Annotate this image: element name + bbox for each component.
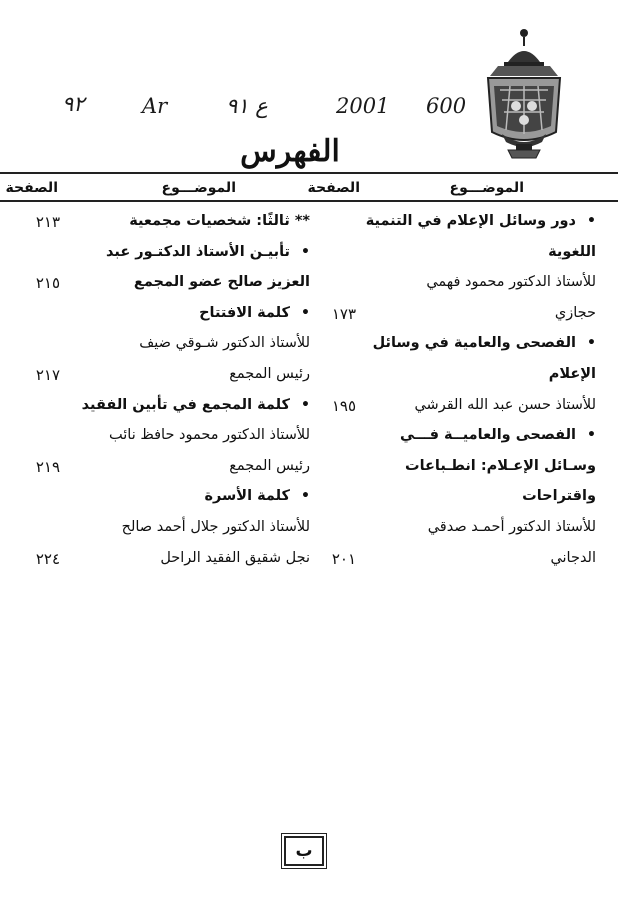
toc-left-entry: للأستاذ الدكتور محمود حافظ نائب (109, 427, 310, 444)
toc-right-entry: للأستاذ الدكتور أحمـد صدقي (427, 519, 596, 535)
toc-right-entry: وسـائل الإعـلام: انطـباعات (405, 457, 596, 474)
toc-left-entry: للأستاذ الدكتور جلال أحمد صالح (121, 519, 310, 535)
toc-left-bullet: • (301, 243, 310, 260)
toc-left-entry: ** ثالثًا: شخصيات مجمعية (129, 213, 310, 229)
page-title: الفهرس (240, 134, 340, 169)
lantern-emblem (478, 26, 570, 164)
toc-left-entry: نجل شقيق الفقيد الراحل (160, 549, 310, 566)
toc-left-entry: تأبيـن الأستاذ الدكتـور عبد (106, 243, 290, 260)
toc-left-entry: للأستاذ الدكتور شـوقي ضيف (139, 335, 310, 352)
toc-right-bullet: • (587, 335, 596, 352)
toc-left-page-number: ٢١٧ (35, 366, 60, 384)
toc-left-page-number: ٢١٩ (35, 457, 60, 476)
toc-left-entry: العزيز صالح عضو المجمع (133, 274, 310, 291)
toc-left-entry: كلمة الأسرة (204, 488, 290, 505)
toc-left-page-number: ٢١٥ (35, 274, 60, 293)
toc-right-entry: دور وسائل الإعلام في التنمية (365, 213, 576, 229)
handwritten-mark-b: Ar (142, 94, 168, 118)
toc-right-entry: الفصحى والعامية في وسائل (372, 335, 576, 352)
toc-left-entry: كلمة المجمع في تأبين الفقيد (81, 396, 290, 413)
toc-left-bullet: • (301, 396, 310, 413)
handwritten-mark-e: 600 (426, 94, 467, 118)
toc-left-entry: كلمة الافتتاح (199, 304, 290, 321)
toc-right-page-number: ١٩٥ (331, 396, 356, 415)
toc-left-page-number: ٢١٣ (35, 213, 60, 231)
header-top-divider (0, 172, 618, 174)
toc-right-entry: واقتراحات (522, 488, 596, 505)
handwritten-mark-a: ٩٢ (62, 92, 85, 116)
header-bottom-divider (0, 200, 618, 202)
toc-right-entry: اللغوية (548, 243, 596, 260)
header-right-topic: الموضـــوع (449, 180, 524, 196)
toc-left-bullet: • (301, 304, 310, 321)
handwritten-mark-d: 2001 (336, 94, 390, 118)
header-left-topic: الموضـــوع (161, 180, 236, 196)
toc-right-page-number: ٢٠١ (331, 549, 356, 568)
toc-left-entry: رئيس المجمع (229, 457, 310, 474)
toc-left-page-number: ٢٢٤ (35, 549, 60, 568)
toc-right-page-number: ١٧٣ (331, 304, 356, 323)
toc-left-bullet: • (301, 488, 310, 505)
toc-right-entry: للأستاذ حسن عبد الله القرشي (414, 396, 596, 413)
toc-right-entry: حجازي (554, 304, 596, 321)
toc-right-bullet: • (587, 427, 596, 444)
page-letter: ب (284, 836, 324, 866)
toc-right-entry: الإعلام (548, 366, 596, 382)
handwritten-mark-c: ع ٩١ (226, 94, 268, 118)
header-left-page: الصفحة (5, 180, 58, 196)
toc-right-entry: الفصحى والعاميــة فـــي (399, 427, 576, 444)
toc-right-bullet: • (587, 213, 596, 229)
header-right-page: الصفحة (307, 180, 360, 196)
toc-right-entry: للأستاذ الدكتور محمود فهمي (426, 274, 596, 291)
toc-left-entry: رئيس المجمع (229, 366, 310, 382)
toc-right-entry: الدجاني (550, 549, 596, 566)
